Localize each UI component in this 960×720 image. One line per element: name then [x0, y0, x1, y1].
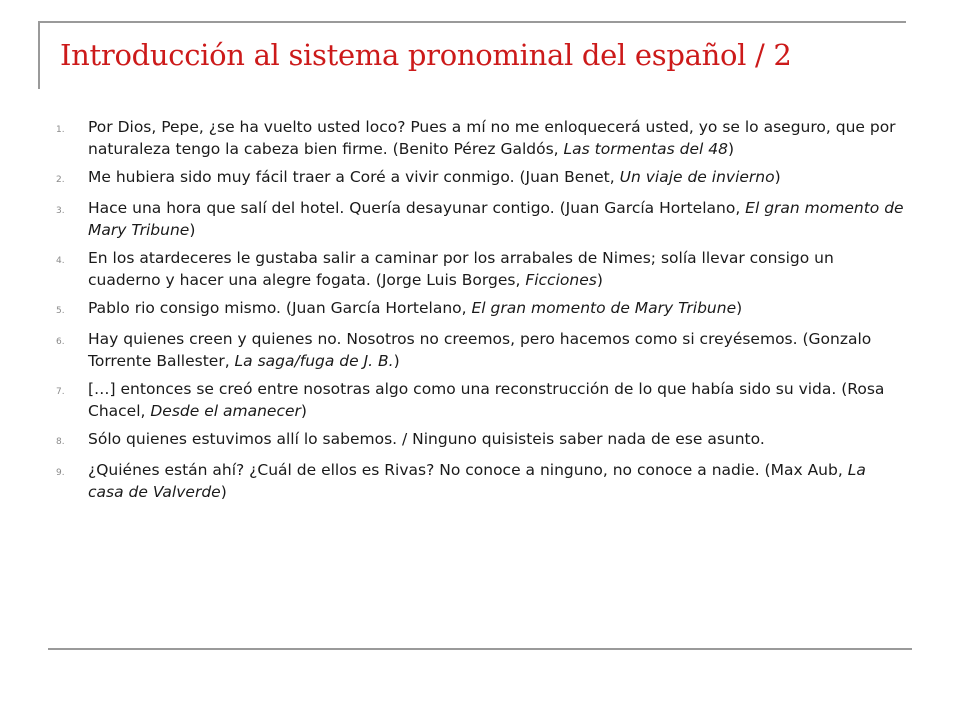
work-title: Ficciones — [525, 271, 597, 289]
list-item — [56, 459, 906, 503]
item-number: 3. — [56, 206, 65, 216]
slide-title: Introducción al sistema pronominal del español / 2 — [60, 38, 792, 72]
item-number: 7. — [56, 387, 65, 397]
item-text: Hay quienes creen y quienes no. Nosotros no creemos, pero hacemos como si creyésemos. (Gonzalo Torrente Ballester, La saga/fuga de J. B.) — [88, 330, 872, 370]
item-text: Pablo rio consigo mismo. (Juan García Hortelano, El gran momento de Mary Tribune) — [88, 299, 743, 317]
work-title: La casa de Valverde — [88, 461, 866, 501]
work-title: Un viaje de invierno — [619, 168, 775, 186]
work-title: Desde el amanecer — [150, 402, 301, 420]
top-rule — [38, 21, 906, 23]
work-title: Las tormentas del 48 — [563, 140, 728, 158]
item-number: 4. — [56, 256, 65, 266]
left-rule — [38, 21, 40, 89]
list-item — [56, 247, 906, 291]
item-number: 1. — [56, 125, 65, 135]
work-title: El gran momento de Mary Tribune — [88, 199, 904, 239]
list-item — [56, 197, 906, 241]
item-number: 5. — [56, 306, 65, 316]
work-title: El gran momento de Mary Tribune — [471, 299, 737, 317]
list-item — [56, 297, 906, 322]
item-number: 9. — [56, 468, 65, 478]
list-item — [56, 378, 906, 422]
item-text: En los atardeceres le gustaba salir a caminar por los arrabales de Nimes; solía llevar consigo un cuaderno y hacer una alegre fogata. (Jorge Luis Borges, Ficciones) — [88, 249, 834, 289]
item-text: ¿Quiénes están ahí? ¿Cuál de ellos es Rivas? No conoce a ninguno, no conoce a nadie. (Max Aub, La casa de Valverde) — [88, 461, 866, 501]
work-title: La saga/fuga de J. B. — [234, 352, 394, 370]
item-number: 6. — [56, 337, 65, 347]
bottom-rule — [48, 648, 912, 650]
list-item — [56, 428, 906, 453]
item-text: Hace una hora que salí del hotel. Quería desayunar contigo. (Juan García Hortelano, El gran momento de Mary Tribune) — [88, 199, 904, 239]
list-item — [56, 116, 906, 160]
item-number: 2. — [56, 175, 65, 185]
item-text: Por Dios, Pepe, ¿se ha vuelto usted loco? Pues a mí no me enloquecerá usted, yo se lo aseguro, que por naturaleza tengo la cabeza bien firme. (Benito Pérez Galdós, Las tormentas del 48) — [88, 118, 896, 158]
list-item — [56, 166, 906, 191]
item-text: […] entonces se creó entre nosotras algo como una reconstrucción de lo que había sido su vida. (Rosa Chacel, Desde el amanecer) — [88, 380, 885, 420]
item-number: 8. — [56, 437, 65, 447]
example-list — [56, 116, 906, 509]
item-text: Sólo quienes estuvimos allí lo sabemos. / Ninguno quisisteis saber nada de ese asunto. — [88, 430, 765, 448]
item-text: Me hubiera sido muy fácil traer a Coré a vivir conmigo. (Juan Benet, Un viaje de invierno) — [88, 168, 781, 186]
list-item — [56, 328, 906, 372]
